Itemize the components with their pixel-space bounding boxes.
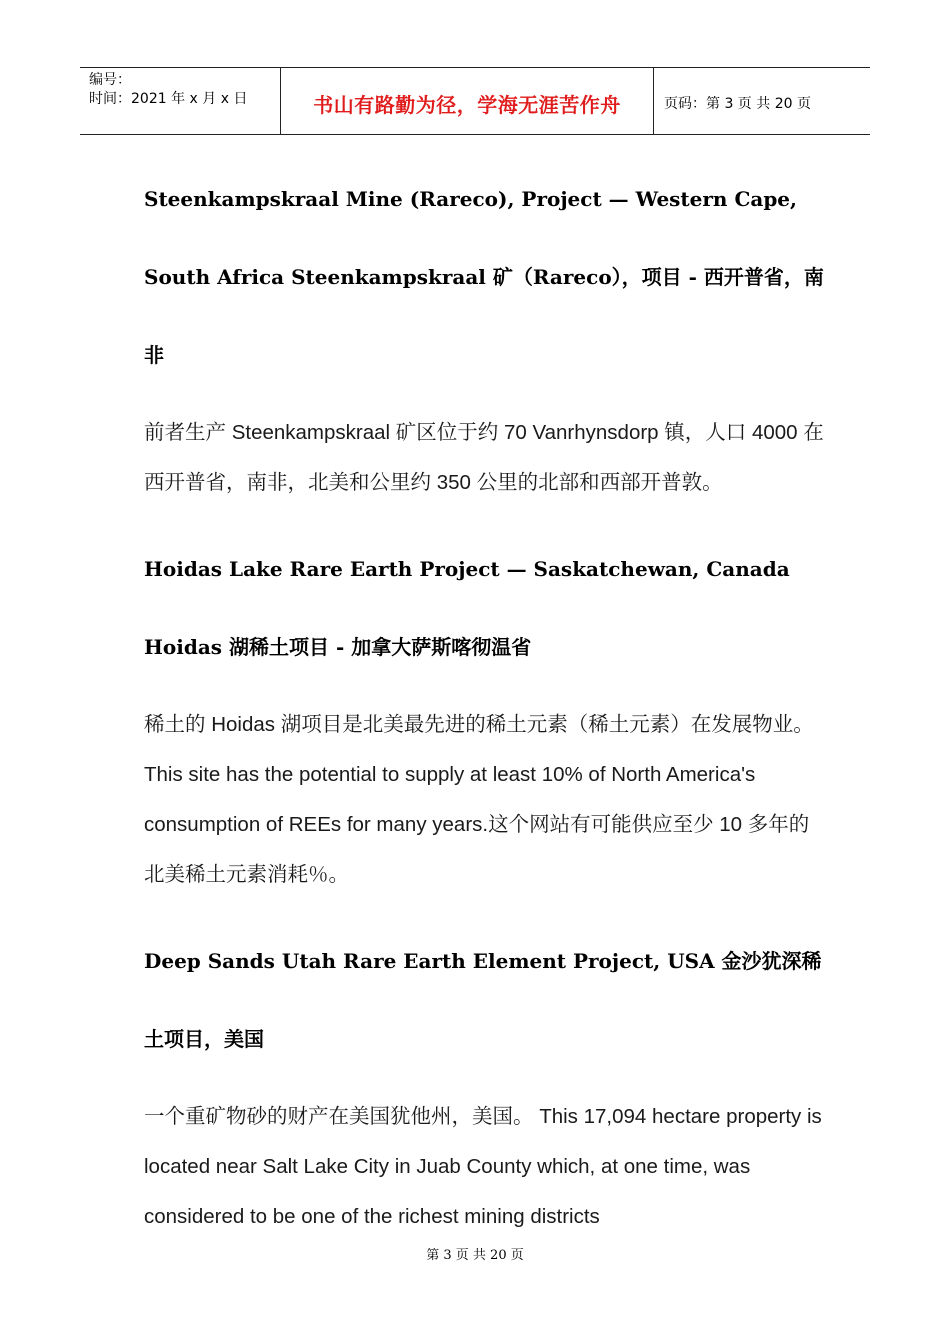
- header-page-info: 页码：第 3 页 共 20 页: [664, 95, 811, 112]
- page-footer: 第 3 页 共 20 页: [426, 1248, 524, 1263]
- header-page-info-cell: [654, 68, 870, 134]
- document-body: [144, 160, 824, 1242]
- document-date: 时间：2021 年 x 月 x 日: [89, 91, 248, 107]
- header-motto-cell: [281, 68, 654, 134]
- header-meta: [80, 68, 281, 134]
- section-heading: Steenkampskraal Mine (Rareco), Project — Western Cape, South Africa Steenkampskraal 矿（Rareco），项目 - 西开普省，南非: [144, 187, 824, 367]
- section-paragraph: 一个重矿物砂的财产在美国犹他州，美国。 This 17,094 hectare property is located near Salt Lake City in Juab County which, at one time, was considered to be one of the richest mining districts: [144, 1105, 822, 1228]
- document-header: [80, 67, 870, 135]
- header-motto: 书山有路勤为径，学海无涯苦作舟: [313, 92, 621, 117]
- document-code-label: 编号：: [89, 72, 131, 88]
- section-heading: Deep Sands Utah Rare Earth Element Project, USA 金沙犹深稀土项目，美国: [144, 949, 822, 1051]
- section-paragraph: 前者生产 Steenkampskraal 矿区位于约 70 Vanrhynsdorp 镇，人口 4000 在西开普省，南非，北美和公里约 350 公里的北部和西部开普敦。: [144, 421, 824, 494]
- section-paragraph: 稀土的 Hoidas 湖项目是北美最先进的稀土元素（稀土元素）在发展物业。 This site has the potential to supply at least 10% of North America's consumption of REEs for many years.这个网站有可能供应至少 10 多年的北美稀土元素消耗％。: [144, 713, 814, 886]
- section-heading: Hoidas Lake Rare Earth Project — Saskatchewan, Canada Hoidas 湖稀土项目 - 加拿大萨斯喀彻温省: [144, 557, 790, 659]
